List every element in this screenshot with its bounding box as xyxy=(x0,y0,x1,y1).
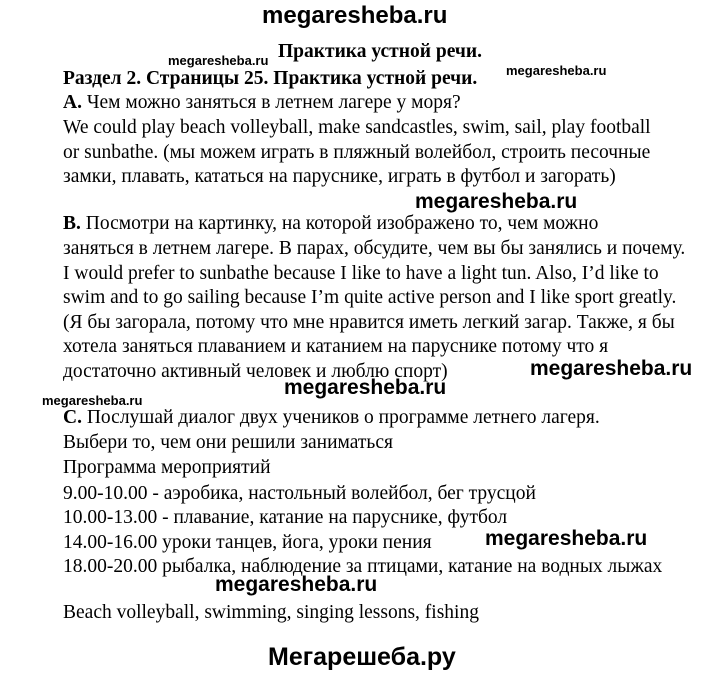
site-header-title: megaresheba.ru xyxy=(262,2,448,29)
part-b-question-line: заняться в летнем лагере. В парах, обсудите, чем вы бы занялись и почему. xyxy=(63,238,686,259)
watermark: megaresheba.ru xyxy=(530,357,693,380)
watermark: megaresheba.ru xyxy=(485,527,648,550)
part-b-answer-line: I would prefer to sunbathe because I like to have a light tun. Also, I’d like to xyxy=(63,263,659,284)
part-a-question-text: Чем можно заняться в летнем лагере у моря? xyxy=(86,92,461,113)
part-a-question xyxy=(63,90,461,115)
document-title: Практика устной речи. xyxy=(278,41,482,62)
part-b-question-text: Посмотри на картинку, на которой изображено то, чем можно xyxy=(85,213,599,234)
schedule-item: 9.00-10.00 - аэробика, настольный волейбол, бег трусцой xyxy=(63,483,536,504)
part-b-answer-line: (Я бы загорала, потому что мне нравится иметь легкий загар. Также, я бы xyxy=(63,312,675,333)
section-heading: Раздел 2. Страницы 25. Практика устной речи. xyxy=(63,68,478,89)
part-a-answer-line: or sunbathe. (мы можем играть в пляжный волейбол, строить песочные xyxy=(63,142,651,163)
watermark: megaresheba.ru xyxy=(215,573,378,596)
part-b-label: B. xyxy=(63,213,81,234)
watermark: megaresheba.ru xyxy=(415,190,578,213)
part-c-question-line: Выбери то, чем они решили заниматься xyxy=(63,432,393,453)
program-title: Программа мероприятий xyxy=(63,457,271,478)
watermark-small: megaresheba.ru xyxy=(168,53,269,68)
part-a-answer-line: замки, плавать, кататься на паруснике, играть в футбол и загорать) xyxy=(63,166,616,187)
part-a-label: A. xyxy=(63,92,82,113)
part-c-label: C. xyxy=(63,407,82,428)
site-footer-title: Мегарешеба.ру xyxy=(268,643,456,671)
schedule-item: 14.00-16.00 уроки танцев, йога, уроки пения xyxy=(63,532,432,553)
part-c-question xyxy=(63,405,600,430)
watermark-small: megaresheba.ru xyxy=(42,393,143,408)
part-c-question-text: Послушай диалог двух учеников о программе летнего лагеря. xyxy=(86,407,600,428)
watermark-small: megaresheba.ru xyxy=(506,63,607,78)
schedule-item: 18.00-20.00 рыбалка, наблюдение за птицами, катание на водных лыжах xyxy=(63,556,663,577)
part-b-answer-line: хотела заняться плаванием и катанием на паруснике потому что я xyxy=(63,336,609,357)
part-c-answer: Beach volleyball, swimming, singing lessons, fishing xyxy=(63,602,479,623)
part-a-answer-line: We could play beach volleyball, make sandcastles, swim, sail, play football xyxy=(63,117,651,138)
watermark: megaresheba.ru xyxy=(284,376,447,399)
part-b-answer-line: swim and to go sailing because I’m quite active person and I like sport greatly. xyxy=(63,287,677,308)
schedule-item: 10.00-13.00 - плавание, катание на паруснике, футбол xyxy=(63,507,508,528)
part-b-question xyxy=(63,211,598,236)
part-b-answer-line: достаточно активный человек и люблю спорт) xyxy=(63,361,448,382)
